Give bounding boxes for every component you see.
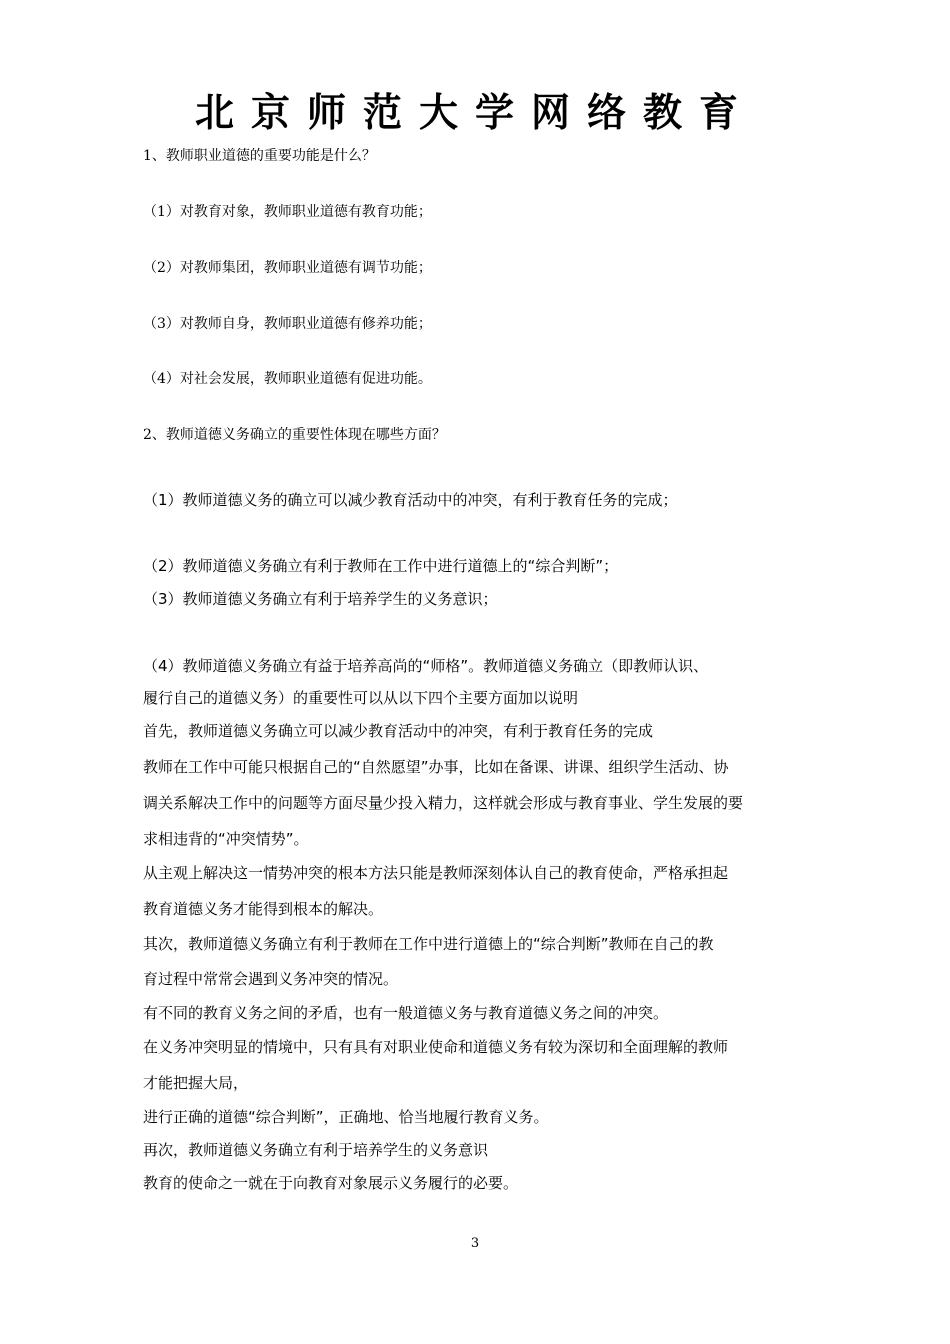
answer-line: （1）对教育对象，教师职业道德有教育功能；: [143, 204, 432, 220]
answer-line: 求相违背的“冲突情势”。: [143, 830, 309, 848]
answer-line: 教育的使命之一就在于向教育对象展示义务履行的必要。: [143, 1174, 519, 1192]
question-1: 1、教师职业道德的重要功能是什么？: [143, 148, 376, 164]
answer-line: （2）对教师集团，教师职业道德有调节功能；: [143, 260, 432, 276]
answer-line: 履行自己的道德义务）的重要性可以从以下四个主要方面加以说明: [143, 689, 579, 707]
answer-line: 在义务冲突明显的情境中，只有具有对职业使命和道德义务有较为深切和全面理解的教师: [143, 1038, 729, 1056]
answer-line: （4）教师道德义务确立有益于培养高尚的“师格”。教师道德义务确立（即教师认识、: [143, 657, 709, 675]
question-2: 2、教师道德义务确立的重要性体现在哪些方面？: [143, 427, 446, 443]
answer-line: 教育道德义务才能得到根本的解决。: [143, 900, 384, 918]
answer-line: 教师在工作中可能只根据自己的“自然愿望”办事，比如在备课、讲课、组织学生活动、协: [143, 758, 729, 776]
answer-line: （3）对教师自身，教师职业道德有修养功能；: [143, 316, 432, 332]
answer-line: 从主观上解决这一情势冲突的根本方法只能是教师深刻体认自己的教育使命，严格承担起: [143, 864, 729, 882]
answer-line: （2）教师道德义务确立有利于教师在工作中进行道德上的“综合判断”；: [143, 557, 619, 575]
answer-line: 首先，教师道德义务确立可以减少教育活动中的冲突，有利于教育任务的完成: [143, 722, 654, 740]
answer-line: （1）教师道德义务的确立可以减少教育活动中的冲突，有利于教育任务的完成；: [143, 491, 678, 509]
document-title: 北京师范大学网络教育: [194, 91, 755, 136]
answer-line: （4）对社会发展，教师职业道德有促进功能。: [143, 371, 432, 387]
answer-line: 其次，教师道德义务确立有利于教师在工作中进行道德上的“综合判断”教师在自己的教: [143, 935, 714, 953]
answer-line: 有不同的教育义务之间的矛盾，也有一般道德义务与教育道德义务之间的冲突。: [143, 1004, 669, 1022]
answer-line: 进行正确的道德“综合判断”，正确地、恰当地履行教育义务。: [143, 1108, 549, 1126]
answer-line: 育过程中常常会遇到义务冲突的情况。: [143, 970, 399, 988]
answer-line: 才能把握大局，: [143, 1074, 249, 1092]
page-number: 3: [470, 1236, 480, 1251]
answer-line: 调关系解决工作中的问题等方面尽量少投入精力，这样就会形成与教育事业、学生发展的要: [143, 794, 744, 812]
answer-line: 再次，教师道德义务确立有利于培养学生的义务意识: [143, 1141, 489, 1159]
answer-line: （3）教师道德义务确立有利于培养学生的义务意识；: [143, 590, 498, 608]
